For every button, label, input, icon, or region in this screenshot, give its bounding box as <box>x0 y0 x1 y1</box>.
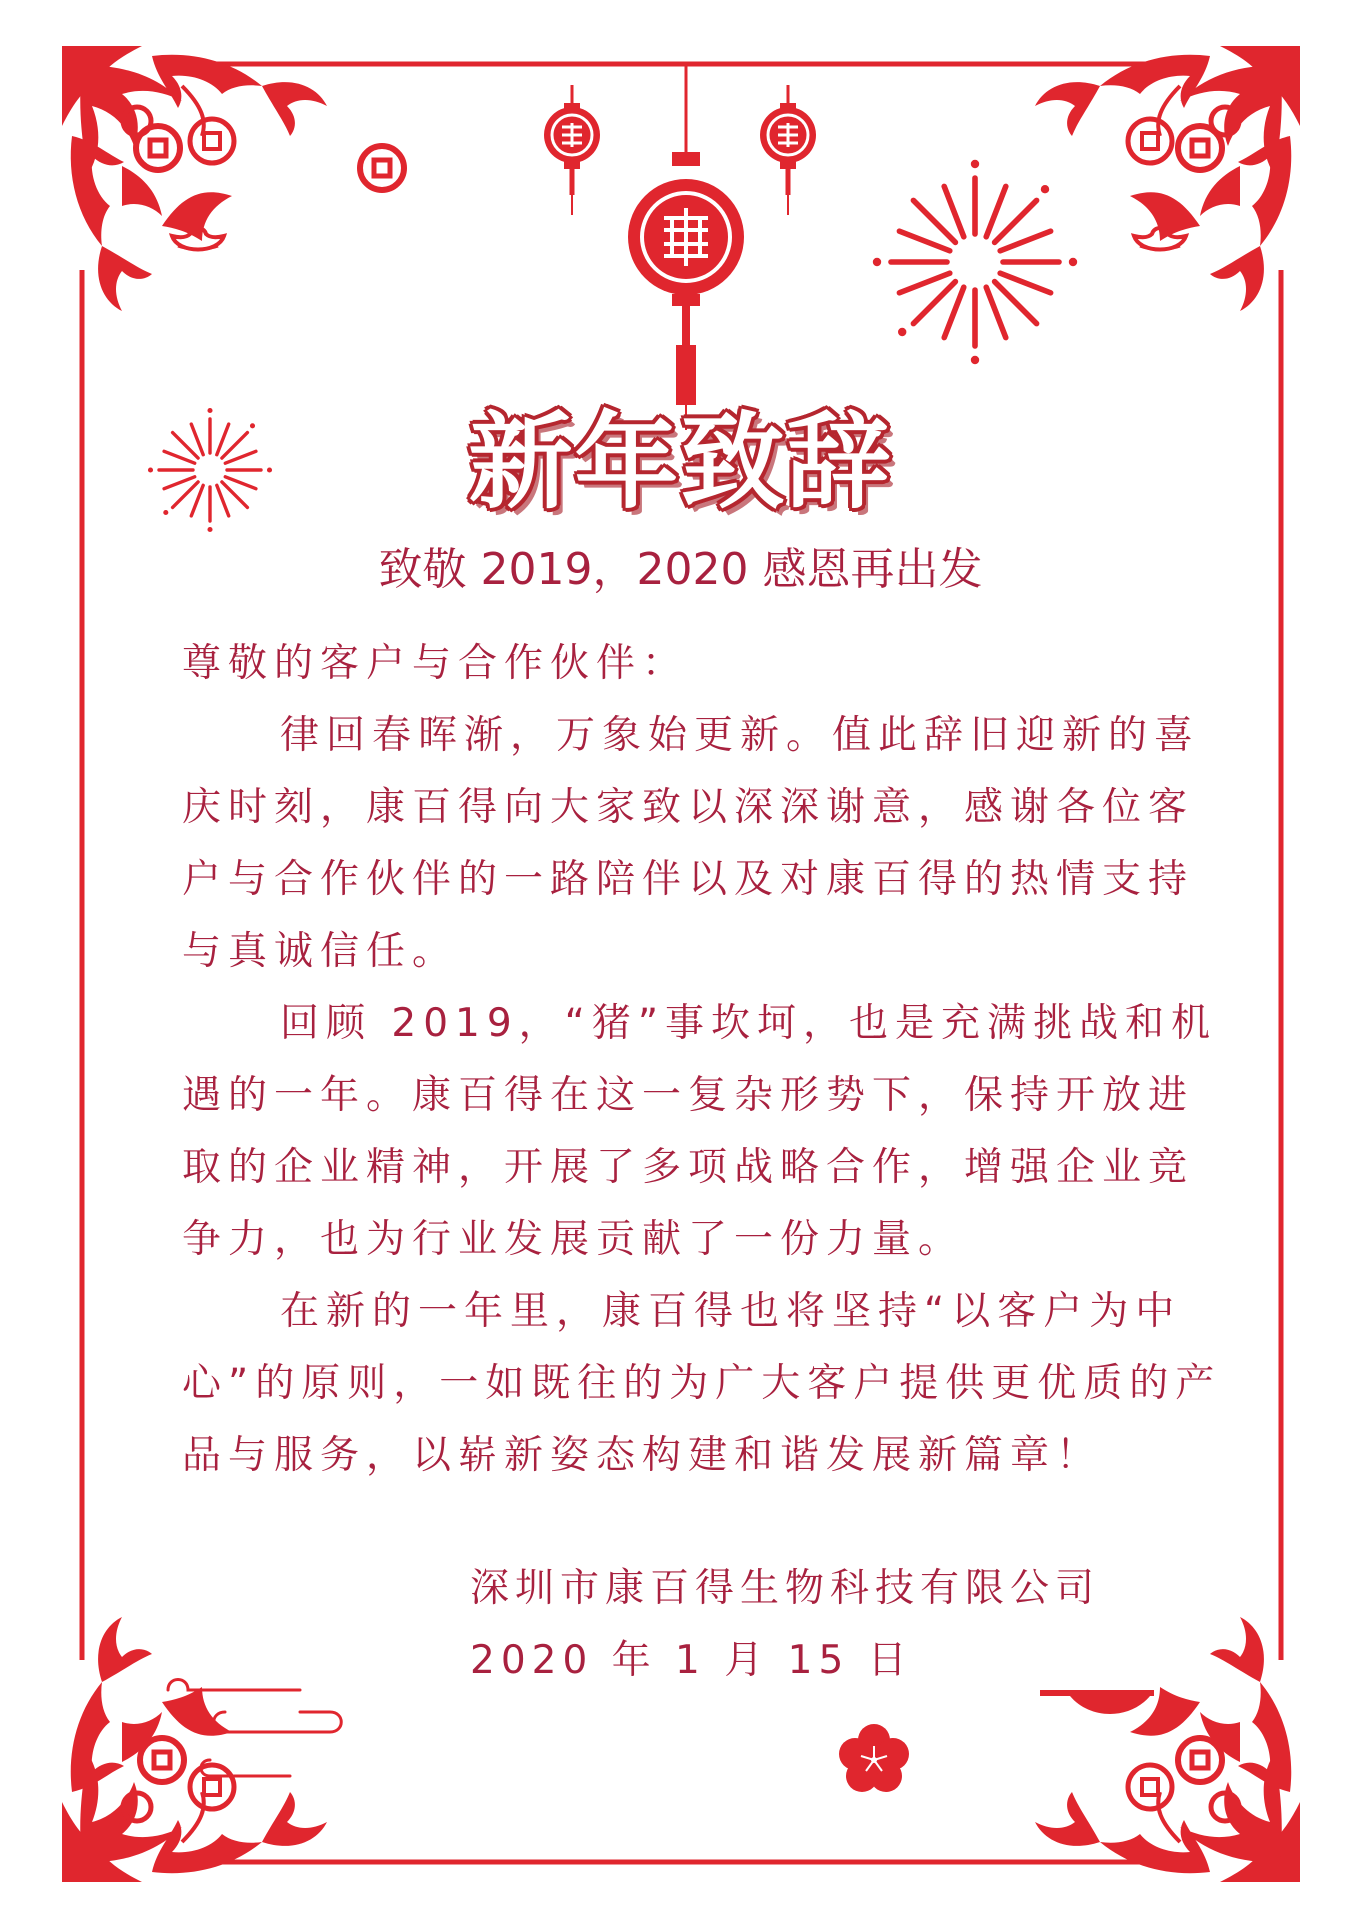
paragraph-2: 回顾 2019，“猪”事坎坷，也是充满挑战和机遇的一年。康百得在这一复杂形势下，保持开放进取的企业精神，开展了多项战略合作，增强企业竞争力，也为行业发展贡献了一份力量。 <box>182 1001 1218 1262</box>
salutation: 尊敬的客户与合作伙伴： <box>182 641 689 686</box>
ancient-coin-icon-4 <box>140 1738 184 1782</box>
paper-cut-scroll-icon-top-left <box>62 46 327 311</box>
paper-cut-scroll-icon-bottom-left <box>62 1617 327 1882</box>
plum-blossom-icon <box>839 1724 909 1792</box>
chinese-lantern-icon-right <box>760 85 816 215</box>
paper-cut-scroll-icon-top-right <box>1035 46 1300 311</box>
paragraph-3: 在新的一年里，康百得也将坚持“以客户为中心”的原则，一如既往的为广大客户提供更优质的产品与服务，以崭新姿态构建和谐发展新篇章！ <box>182 1289 1222 1478</box>
signature-block <box>470 1553 1100 1697</box>
firework-burst-icon-right <box>873 160 1077 364</box>
company-name: 深圳市康百得生物科技有限公司 <box>470 1566 1101 1611</box>
ancient-coin-icon-5 <box>1178 1738 1222 1782</box>
ancient-coin-icon-1 <box>360 146 404 190</box>
letter-body <box>182 628 1222 1492</box>
chinese-lantern-icon-center <box>628 66 744 430</box>
paragraph-1: 律回春晖渐，万象始更新。值此辞旧迎新的喜庆时刻，康百得向大家致以深深谢意，感谢各位客户与合作伙伴的一路陪伴以及对康百得的热情支持与真诚信任。 <box>182 713 1201 974</box>
ancient-coin-icon-2 <box>136 126 180 170</box>
ancient-coin-icon-3 <box>1178 126 1222 170</box>
page-subtitle: 致敬 2019，2020 感恩再出发 <box>378 544 983 595</box>
chinese-lantern-icon-left <box>544 85 600 215</box>
letter-date: 2020 年 1 月 15 日 <box>470 1638 913 1683</box>
page-title: 新年致辞 <box>468 401 893 523</box>
